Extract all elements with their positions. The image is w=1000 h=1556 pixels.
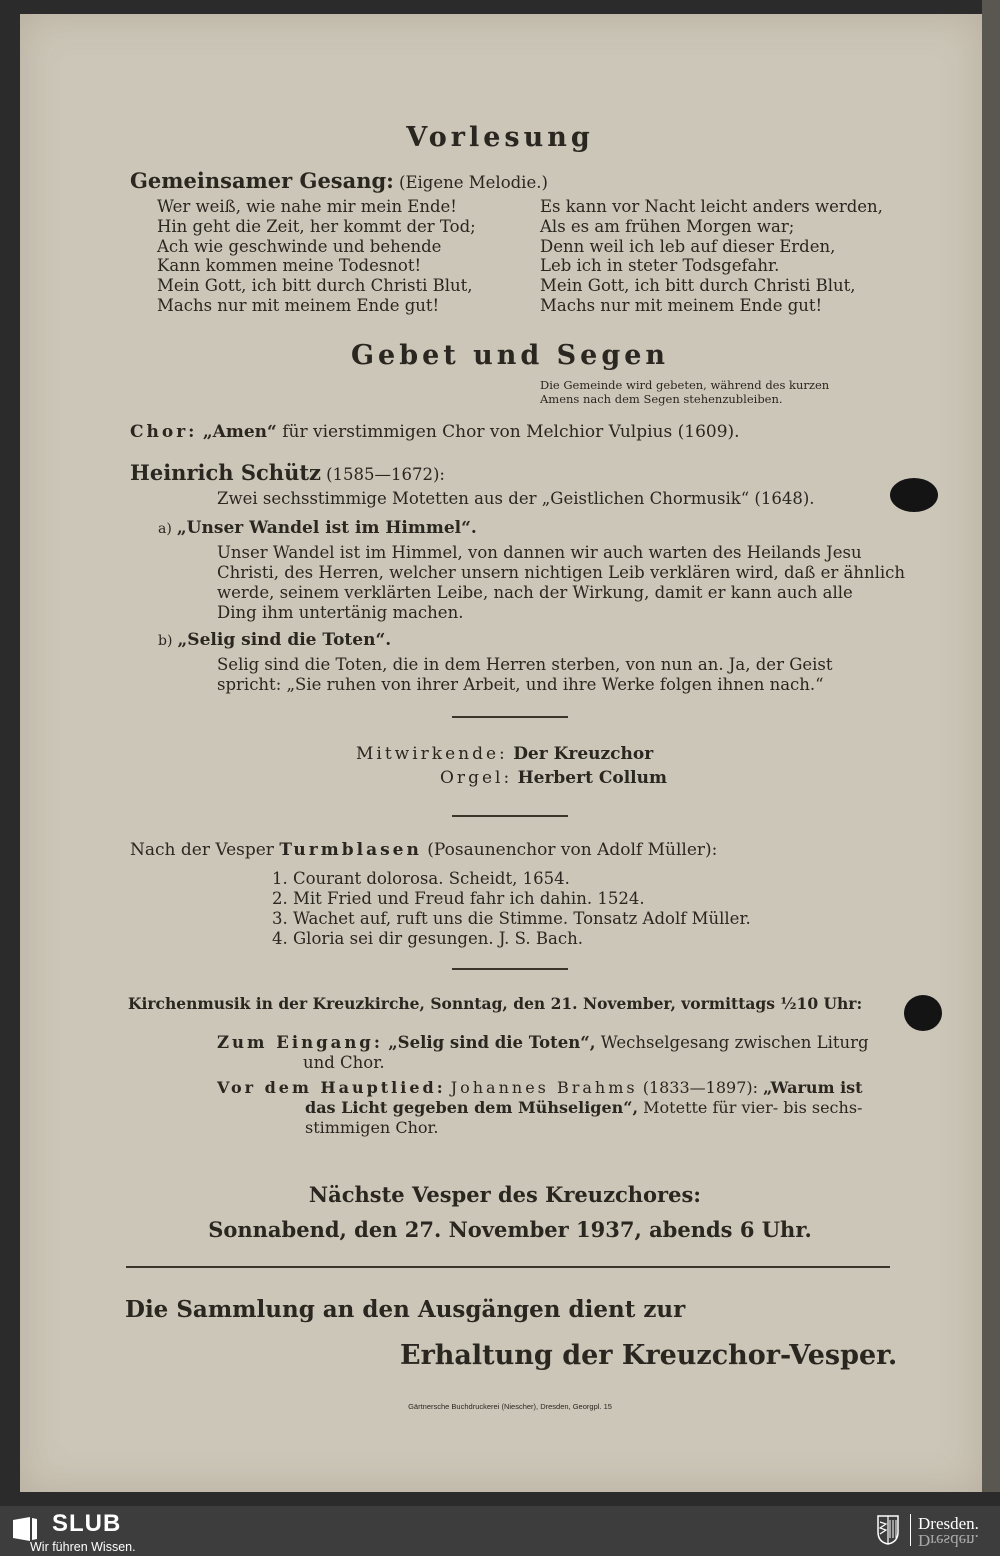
verse-line: Mein Gott, ich bitt durch Christi Blut, xyxy=(157,276,473,296)
dresden-wordmark-reflection: Dresden. xyxy=(918,1531,979,1550)
hauptlied-line-3: stimmigen Chor. xyxy=(305,1118,439,1137)
hauptlied-line xyxy=(217,1078,897,1098)
schuetz-dates: (1585—1672): xyxy=(326,465,445,484)
turmblasen-line xyxy=(130,840,717,860)
verse-line: Ach wie geschwinde und behende xyxy=(157,236,442,256)
dresden-crest-icon xyxy=(876,1514,900,1546)
hauptlied-title-cont: das Licht gegeben dem Mühseligen“, xyxy=(305,1098,639,1117)
motet-b-title: „Selig sind die Toten“. xyxy=(177,630,392,650)
gesang-note: (Eigene Melodie.) xyxy=(399,173,548,192)
ink-blot xyxy=(890,478,938,512)
dresden-wordmark: Dresden. xyxy=(918,1514,979,1533)
hymn-verse-left xyxy=(157,197,527,316)
turm-bold: Turmblasen xyxy=(279,840,422,860)
verse-line: Machs nur mit meinem Ende gut! xyxy=(540,295,823,315)
text-line: Selig sind die Toten, die in dem Herren sterben, von nun an. Ja, der Geist xyxy=(217,655,833,674)
page-edge-shadow xyxy=(982,0,1000,1492)
motet-a-text xyxy=(217,543,906,623)
footer-bar xyxy=(0,1506,1000,1556)
printer-imprint: Gärtnersche Buchdruckerei (Niescher), Dresden, Georgpl. 15 xyxy=(408,1402,612,1411)
verse-line: Machs nur mit meinem Ende gut! xyxy=(157,295,440,315)
list-item: 1. Courant dolorosa. Scheidt, 1654. xyxy=(272,869,570,888)
text-line: werde, seinem verklärten Leibe, nach der Wirkung, damit er kann auch alle xyxy=(217,583,853,602)
motet-b-heading xyxy=(158,630,391,650)
hauptlied-line-2 xyxy=(217,1098,897,1118)
schuetz-name: Heinrich Schütz xyxy=(130,460,321,485)
mitwirkende-value: Der Kreuzchor xyxy=(513,744,654,764)
eingang-line xyxy=(217,1033,897,1053)
vorlesung-heading: Vorlesung xyxy=(406,122,594,153)
hauptlied-title: „Warum ist xyxy=(763,1078,863,1097)
motet-a-title: „Unser Wandel ist im Himmel“. xyxy=(176,518,477,538)
chor-text: für vierstimmigen Chor von Melchior Vulpius (1609). xyxy=(282,422,740,442)
turm-suffix: (Posaunenchor von Adolf Müller): xyxy=(427,840,718,860)
gebet-heading: Gebet und Segen xyxy=(350,340,670,371)
verse-line: Es kann vor Nacht leicht anders werden, xyxy=(540,197,883,216)
verse-line: Wer weiß, wie nahe mir mein Ende! xyxy=(157,197,457,216)
slub-brand: SLUB xyxy=(52,1510,122,1537)
gebet-note-line: Amens nach dem Segen stehenzubleiben. xyxy=(540,392,783,406)
gesang-heading-line xyxy=(130,168,548,193)
motet-a-heading xyxy=(158,518,477,538)
eingang-line-2: und Chor. xyxy=(303,1053,385,1072)
gesang-heading: Gemeinsamer Gesang: xyxy=(130,168,394,193)
eingang-block xyxy=(217,1033,897,1073)
chor-amen-line xyxy=(130,422,740,442)
list-item: 3. Wachet auf, ruft uns die Stimme. Tonsatz Adolf Müller. xyxy=(272,909,751,928)
mitwirkende-line xyxy=(340,742,740,766)
gebet-note xyxy=(540,378,829,406)
chor-label: Chor: xyxy=(130,422,198,442)
footer-separator xyxy=(910,1514,911,1546)
mitwirkende-block xyxy=(340,742,740,790)
sammlung-line1: Die Sammlung an den Ausgängen dient zur xyxy=(125,1296,686,1323)
hauptlied-label: Vor dem Hauptlied: xyxy=(217,1078,446,1097)
divider xyxy=(452,716,568,718)
motet-b-text xyxy=(217,655,897,695)
verse-line: Mein Gott, ich bitt durch Christi Blut, xyxy=(540,276,856,296)
hauptlied-block xyxy=(217,1078,897,1138)
motet-b-marker: b) xyxy=(158,633,173,649)
hymn-verse-right xyxy=(540,197,910,316)
verse-line: Als es am frühen Morgen war; xyxy=(540,216,795,236)
schuetz-intro: Zwei sechsstimmige Motetten aus der „Geistlichen Chormusik“ (1648). xyxy=(217,489,815,508)
text-line: Unser Wandel ist im Himmel, von dannen wir auch warten des Heilands Jesu xyxy=(217,543,862,562)
hauptlied-text: Motette für vier- bis sechs- xyxy=(643,1098,863,1117)
orgel-value: Herbert Collum xyxy=(517,768,667,788)
text-line: spricht: „Sie ruhen von ihrer Arbeit, und ihre Werke folgen ihnen nach.“ xyxy=(217,675,824,694)
gebet-note-line: Die Gemeinde wird gebeten, während des kurzen xyxy=(540,378,830,392)
eingang-label: Zum Eingang: xyxy=(217,1033,383,1052)
sammlung-line2: Erhaltung der Kreuzchor-Vesper. xyxy=(400,1340,898,1371)
text-line: Ding ihm untertänig machen. xyxy=(217,603,464,622)
turm-prefix: Nach der Vesper xyxy=(130,840,274,860)
hauptlied-dates: (1833—1897): xyxy=(642,1078,759,1097)
hauptlied-composer: Johannes Brahms xyxy=(450,1078,638,1097)
chor-title: „Amen“ xyxy=(202,422,277,442)
orgel-line xyxy=(340,766,740,790)
verse-line: Denn weil ich leb auf dieser Erden, xyxy=(540,236,836,256)
verse-line: Hin geht die Zeit, her kommt der Tod; xyxy=(157,216,476,236)
schuetz-heading-line xyxy=(130,460,445,485)
orgel-label: Orgel: xyxy=(440,768,513,788)
divider-long xyxy=(126,1266,890,1268)
text-line: Christi, des Herren, welcher unsern nichtigen Leib verklären wird, daß er ähnlich xyxy=(217,563,906,582)
naechste-vesper-line1: Nächste Vesper des Kreuzchores: xyxy=(308,1182,702,1207)
kirchenmusik-heading: Kirchenmusik in der Kreuzkirche, Sonntag, den 21. November, vormittags ½10 Uhr: xyxy=(128,994,863,1013)
slub-tagline: Wir führen Wissen. xyxy=(30,1540,136,1554)
list-item: 4. Gloria sei dir gesungen. J. S. Bach. xyxy=(272,929,583,948)
motet-a-marker: a) xyxy=(158,521,172,537)
ink-blot xyxy=(904,995,942,1031)
mitwirkende-label: Mitwirkende: xyxy=(356,744,508,764)
divider xyxy=(452,968,568,970)
eingang-title: „Selig sind die Toten“, xyxy=(388,1033,596,1052)
divider xyxy=(452,815,568,817)
verse-line: Kann kommen meine Todesnot! xyxy=(157,256,422,276)
turmblasen-list xyxy=(272,869,751,949)
naechste-vesper-line2: Sonnabend, den 27. November 1937, abends 6 Uhr. xyxy=(208,1217,812,1242)
eingang-text: Wechselgesang zwischen Liturg xyxy=(600,1033,869,1052)
list-item: 2. Mit Fried und Freud fahr ich dahin. 1524. xyxy=(272,889,645,908)
verse-line: Leb ich in steter Todsgefahr. xyxy=(540,256,780,276)
